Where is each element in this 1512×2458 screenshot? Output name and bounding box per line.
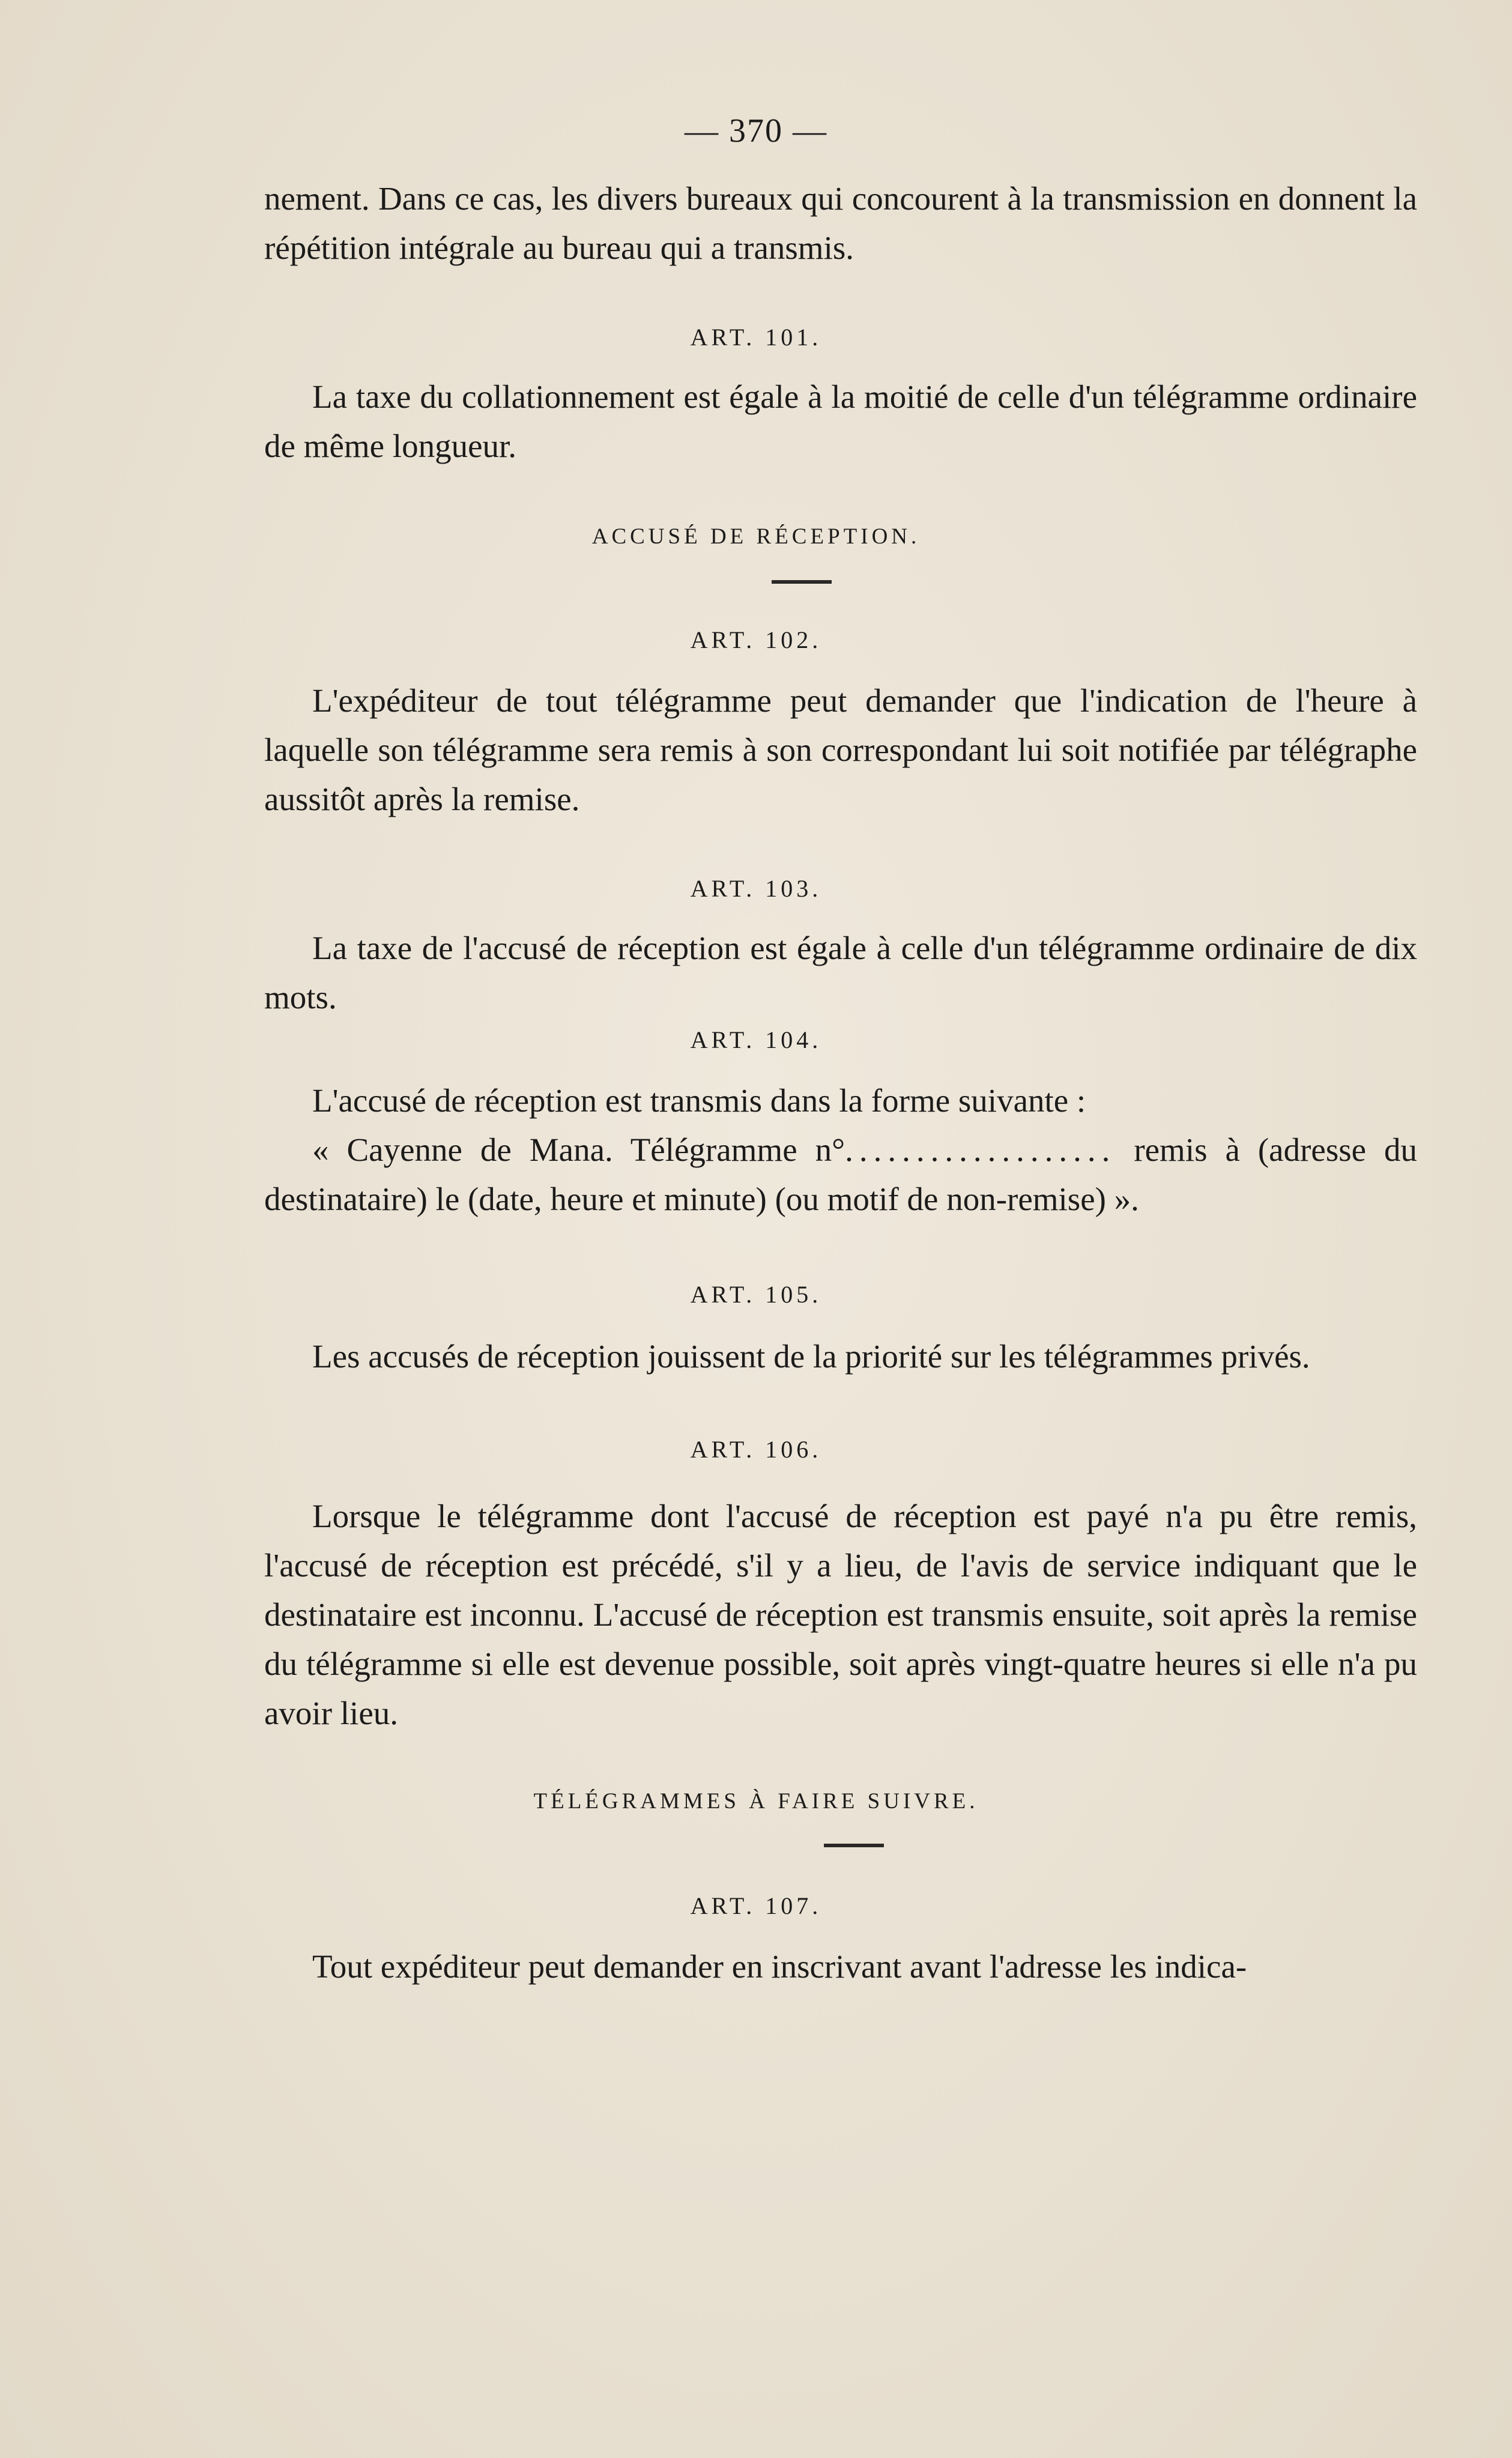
section-divider (772, 580, 832, 584)
paragraph-art-104 (264, 1076, 1417, 1224)
paragraph-text: La taxe de l'accusé de réception est égale à celle d'un télégramme ordinaire de dix mots. (264, 930, 1417, 1016)
paragraph-text: L'expéditeur de tout télégramme peut demander que l'indication de l'heure à laquelle son télégramme sera remis à son correspondant lui soit notifiée par télégraphe aussitôt après la remise. (264, 682, 1417, 817)
article-heading-107: ART. 107. (690, 1892, 822, 1919)
paragraph-text: La taxe du collationnement est égale à la moitié de celle d'un télégramme ordinaire de même longueur. (264, 378, 1417, 464)
form-start: « Cayenne de Mana. Télégramme n° (312, 1131, 845, 1168)
paragraph-text: Tout expéditeur peut demander en inscrivant avant l'adresse les indica- (312, 1948, 1247, 1985)
paragraph-art-103 (264, 924, 1417, 1022)
article-heading-101: ART. 101. (690, 324, 822, 351)
article-heading-104: ART. 104. (690, 1026, 822, 1053)
paragraph-art-106 (264, 1492, 1417, 1738)
paragraph-text: L'accusé de réception est transmis dans la forme suivante : (312, 1082, 1086, 1119)
section-heading-telegrammes-a-faire-suivre: TÉLÉGRAMMES À FAIRE SUIVRE. (533, 1789, 979, 1814)
telegram-form-text (264, 1125, 1417, 1224)
paragraph-text: nement. Dans ce cas, les divers bureaux qui concourent à la transmission en donnent la répétition intégrale au bureau qui a transmis. (264, 180, 1417, 266)
paragraph-text: Les accusés de réception jouissent de la priorité sur les télégrammes privés. (312, 1338, 1310, 1375)
paragraph-art-101 (264, 372, 1417, 471)
paragraph-text: Lorsque le télégramme dont l'accusé de réception est payé n'a pu être remis, l'accusé de réception est précédé, s'il y a lieu, de l'avis de service indiquant que le destinataire est inconnu. L'accusé de réception est transmis ensuite, soit après la remise du télégramme si elle est devenue possible, soit après vingt-quatre heures si elle n'a pu avoir lieu. (264, 1498, 1417, 1731)
paragraph-art-102 (264, 676, 1417, 824)
article-heading-103: ART. 103. (690, 875, 822, 902)
form-dots: ................... (845, 1131, 1116, 1168)
page-number: — 370 — (685, 112, 827, 150)
section-heading-accuse-de-reception: ACCUSÉ DE RÉCEPTION. (591, 524, 921, 549)
article-heading-102: ART. 102. (690, 626, 822, 653)
paragraph-art-105 (264, 1332, 1417, 1381)
paragraph-art-107 (264, 1942, 1417, 1991)
article-heading-106: ART. 106. (690, 1436, 822, 1463)
section-divider (824, 1844, 884, 1847)
form-end: remis à (adresse du destinataire) le (date, heure et minute) (ou motif de non-remise) ». (264, 1131, 1418, 1217)
article-heading-105: ART. 105. (690, 1281, 822, 1308)
paragraph-continuation (264, 174, 1417, 273)
